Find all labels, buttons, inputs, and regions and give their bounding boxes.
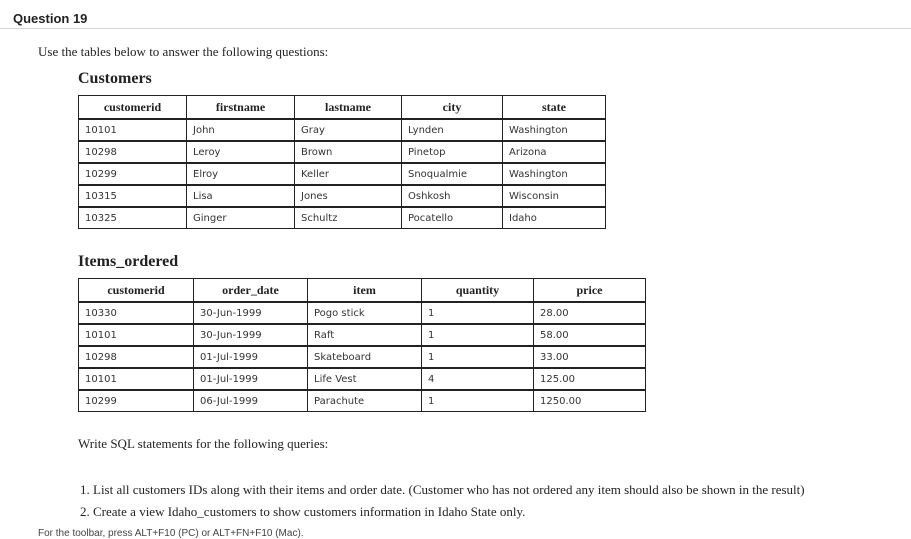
table-cell: 58.00 — [534, 324, 646, 346]
table-cell: Pogo stick — [308, 302, 422, 324]
table-row — [79, 324, 646, 346]
table-cell: Jones — [295, 185, 402, 207]
table-cell: Lisa — [187, 185, 295, 207]
table-cell: 10325 — [79, 207, 187, 229]
items-header-cell: order_date — [194, 279, 308, 303]
table-cell: John — [187, 119, 295, 141]
table-cell: 06-Jul-1999 — [194, 390, 308, 412]
question-header — [0, 0, 911, 29]
table-cell: Gray — [295, 119, 402, 141]
table-cell: 1 — [422, 390, 534, 412]
customers-header-cell: firstname — [187, 96, 295, 120]
table-cell: Oshkosh — [402, 185, 503, 207]
table-cell: 01-Jul-1999 — [194, 346, 308, 368]
table-cell: Life Vest — [308, 368, 422, 390]
customers-caption: Customers — [78, 70, 152, 87]
table-cell: 28.00 — [534, 302, 646, 324]
table-cell: Ginger — [187, 207, 295, 229]
customers-header-cell: lastname — [295, 96, 402, 120]
table-cell: Pinetop — [402, 141, 503, 163]
query-item: 2. Create a view Idaho_customers to show customers information in Idaho State only. — [80, 504, 526, 519]
table-cell: 1 — [422, 302, 534, 324]
items-header-cell: quantity — [422, 279, 534, 303]
table-row — [79, 368, 646, 390]
items-header-cell: item — [308, 279, 422, 303]
table-cell: Washington — [503, 119, 606, 141]
table-cell: 10298 — [79, 141, 187, 163]
table-row — [79, 185, 606, 207]
customers-header-cell: customerid — [79, 96, 187, 120]
table-row — [79, 302, 646, 324]
table-cell: Elroy — [187, 163, 295, 185]
table-cell: Raft — [308, 324, 422, 346]
table-cell: 33.00 — [534, 346, 646, 368]
table-cell: Parachute — [308, 390, 422, 412]
table-cell: 1 — [422, 324, 534, 346]
customers-header-cell: state — [503, 96, 606, 120]
table-row — [79, 390, 646, 412]
table-cell: 01-Jul-1999 — [194, 368, 308, 390]
table-cell: Arizona — [503, 141, 606, 163]
table-row — [79, 207, 606, 229]
items-caption: Items_ordered — [78, 253, 179, 270]
table-cell: Snoqualmie — [402, 163, 503, 185]
items-ordered-table — [78, 278, 646, 412]
table-cell: 10101 — [79, 368, 194, 390]
table-cell: 10299 — [79, 163, 187, 185]
question-title: Question 19 — [13, 11, 88, 26]
items-header-cell: customerid — [79, 279, 194, 303]
table-cell: Idaho — [503, 207, 606, 229]
table-row — [79, 141, 606, 163]
table-cell: Brown — [295, 141, 402, 163]
customers-header-row — [79, 96, 606, 120]
table-cell: 30-Jun-1999 — [194, 324, 308, 346]
table-cell: Washington — [503, 163, 606, 185]
toolbar-hint: For the toolbar, press ALT+F10 (PC) or ALT+FN+F10 (Mac). — [38, 528, 304, 539]
intro-text: Use the tables below to answer the following questions: — [38, 44, 329, 59]
table-row — [79, 346, 646, 368]
table-cell: 10315 — [79, 185, 187, 207]
instructions-text: Write SQL statements for the following queries: — [78, 436, 329, 451]
table-cell: 1 — [422, 346, 534, 368]
query-item: 1. List all customers IDs along with their items and order date. (Customer who has not ordered any item should also be shown in the result) — [80, 482, 805, 497]
table-cell: Schultz — [295, 207, 402, 229]
table-cell: 10101 — [79, 119, 187, 141]
items-header-cell: price — [534, 279, 646, 303]
customers-header-cell: city — [402, 96, 503, 120]
table-cell: 10299 — [79, 390, 194, 412]
table-row — [79, 119, 606, 141]
table-cell: 125.00 — [534, 368, 646, 390]
table-cell: 10330 — [79, 302, 194, 324]
table-cell: 10101 — [79, 324, 194, 346]
items-header-row — [79, 279, 646, 303]
table-cell: Wisconsin — [503, 185, 606, 207]
table-cell: Keller — [295, 163, 402, 185]
table-cell: 10298 — [79, 346, 194, 368]
table-row — [79, 163, 606, 185]
table-cell: 1250.00 — [534, 390, 646, 412]
table-cell: 4 — [422, 368, 534, 390]
table-cell: Leroy — [187, 141, 295, 163]
customers-table — [78, 95, 606, 229]
table-cell: Pocatello — [402, 207, 503, 229]
table-cell: 30-Jun-1999 — [194, 302, 308, 324]
table-cell: Skateboard — [308, 346, 422, 368]
table-cell: Lynden — [402, 119, 503, 141]
